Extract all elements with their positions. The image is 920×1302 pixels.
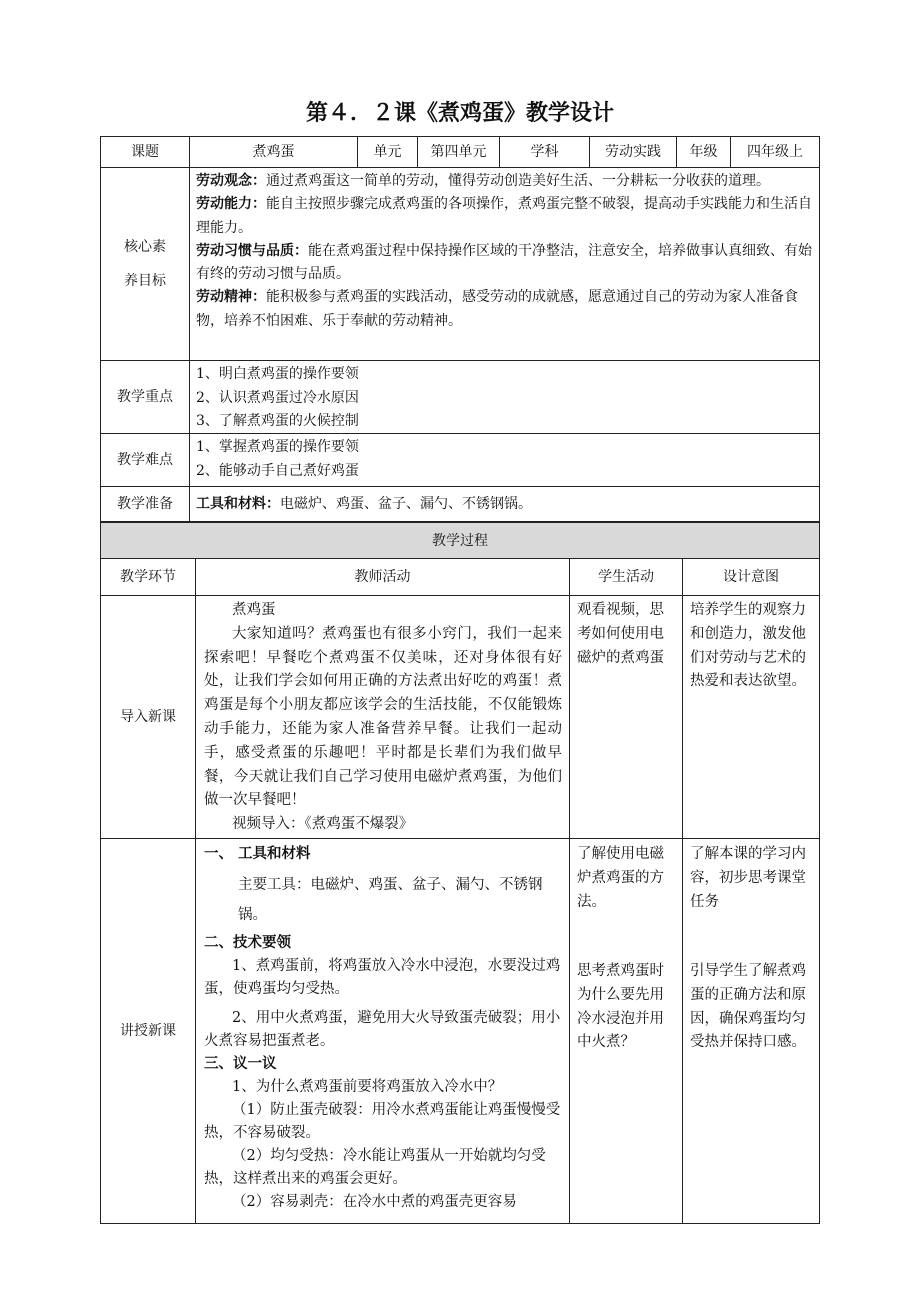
- goal-item: 劳动观念：通过煮鸡蛋这一简单的劳动，懂得劳动创造美好生活、一分耕耘一分收获的道理。: [196, 173, 770, 189]
- page-title: 第４．２课《煮鸡蛋》教学设计: [305, 101, 614, 126]
- key-points-list: [196, 363, 814, 434]
- grade-label: 年级: [689, 144, 718, 160]
- list-item: 2、能够动手自己煮好鸡蛋: [196, 462, 359, 479]
- process-banner: 教学过程: [432, 532, 488, 549]
- lecture-stage: 讲授新课: [120, 1023, 176, 1039]
- difficulties-label: 教学难点: [117, 452, 173, 468]
- goal-item: 劳动习惯与品质：能在煮鸡蛋过程中保持操作区域的干净整洁，注意安全，培养做事认真细致、有始有终的劳动习惯与品质。: [196, 242, 812, 283]
- col-stage-header: 教学环节: [120, 569, 176, 585]
- list-item: 3、了解煮鸡蛋的火候控制: [196, 413, 359, 429]
- difficulties-list: [196, 436, 814, 483]
- lecture-sec3-title: 三、议一议: [204, 1056, 277, 1072]
- lecture-sec2-title: 二、技术要领: [204, 935, 291, 951]
- lecture-sec1-body: 主要工具：电磁炉、鸡蛋、盆子、漏勺、不锈钢锅。: [238, 877, 543, 923]
- list-item: 1、明白煮鸡蛋的操作要领: [196, 366, 359, 382]
- intro-design-intent: 培养学生的观察力和创造力，激发他们对劳动与艺术的热爱和表达欲望。: [690, 602, 806, 690]
- lecture-student-activity-2: 思考煮鸡蛋时为什么要先用冷水浸泡并用中火煮？: [577, 963, 664, 1051]
- list-item: 1、掌握煮鸡蛋的操作要领: [196, 439, 359, 455]
- list-item: 2、认识煮鸡蛋过冷水原因: [196, 389, 359, 406]
- goal-item: 劳动精神：能积极参与煮鸡蛋的实践活动，感受劳动的成就感，愿意通过自己的劳动为家人准备食物，培养不怕困难、乐于奉献的劳动精神。: [196, 289, 798, 329]
- unit-value: 第四单元: [430, 144, 487, 160]
- core-goals-label: 核心素 养目标: [124, 239, 166, 289]
- lecture-teacher-activity: [204, 843, 562, 1214]
- lecture-design-intent-1: 了解本课的学习内容，初步思考课堂任务: [690, 846, 806, 910]
- lecture-sec2-p1: 1、煮鸡蛋前，将鸡蛋放入冷水中浸泡，水要没过鸡蛋，使鸡蛋均匀受热。: [204, 958, 561, 997]
- unit-label: 单元: [373, 144, 402, 160]
- subject-label: 学科: [530, 144, 559, 160]
- lecture-sec3-question: 1、为什么煮鸡蛋前要将鸡蛋放入冷水中？: [232, 1079, 503, 1095]
- core-goals-content: [196, 170, 814, 333]
- intro-title: 煮鸡蛋: [232, 602, 276, 618]
- intro-video: 视频导入：《煮鸡蛋不爆裂》: [232, 816, 414, 833]
- grade-value: 四年级上: [747, 144, 803, 160]
- lecture-student-activity-1: 了解使用电磁炉煮鸡蛋的方法。: [577, 846, 664, 910]
- lecture-sec2-p2: 2、用中火煮鸡蛋，避免用大火导致蛋壳破裂；用小火煮容易把蛋煮老。: [204, 1010, 561, 1049]
- lecture-design-intent-2: 引导学生了解煮鸡蛋的正确方法和原因，确保鸡蛋均匀受热并保持口感。: [690, 963, 806, 1051]
- col-intent-header: 设计意图: [723, 569, 779, 585]
- preparation-label: 教学准备: [117, 496, 173, 512]
- lecture-sec1-title: 一、 工具和材料: [204, 846, 311, 862]
- preparation-content: 工具和材料： 电磁炉、鸡蛋、盆子、漏勺、不锈钢锅。: [196, 496, 532, 512]
- subject-value: 劳动实践: [605, 144, 661, 160]
- goal-item: 劳动能力：能自主按照步骤完成煮鸡蛋的各项操作，煮鸡蛋完整不破裂，提高动手实践能力和生活自理能力。: [196, 196, 812, 236]
- intro-student-activity: 观看视频，思考如何使用电磁炉的煮鸡蛋: [577, 602, 664, 666]
- lecture-sec3-answer: （2）均匀受热：冷水能让鸡蛋从一开始就均匀受热，这样煮出来的鸡蛋会更好。: [204, 1148, 546, 1187]
- col-teacher-header: 教师活动: [354, 569, 411, 585]
- key-points-label: 教学重点: [117, 389, 173, 405]
- course-value: 煮鸡蛋: [252, 144, 295, 160]
- intro-body: 大家知道吗？煮鸡蛋也有很多小窍门，我们一起来探索吧！早餐吃个煮鸡蛋不仅美味，还对身体很有好处，让我们学会如何用正确的方法煮出好吃的鸡蛋！煮鸡蛋是每个小朋友都应该学会的生活技能，不仅能锻炼动手能力，还能为家人准备营养早餐。让我们一起动手，感受煮蛋的乐趣吧！平时都是长辈们为我们做早餐，今天就让我们自己学习使用电磁炉煮鸡蛋，为他们做一次早餐吧！: [204, 625, 562, 809]
- lecture-sec3-answer: （1）防止蛋壳破裂：用冷水煮鸡蛋能让鸡蛋慢慢受热，不容易破裂。: [204, 1102, 561, 1141]
- course-label: 课题: [131, 144, 159, 160]
- intro-teacher-activity: [204, 599, 562, 837]
- lecture-sec3-answer: （2）容易剥壳：在冷水中煮的鸡蛋壳更容易: [232, 1194, 517, 1210]
- intro-stage: 导入新课: [120, 709, 176, 725]
- col-student-header: 学生活动: [598, 569, 654, 585]
